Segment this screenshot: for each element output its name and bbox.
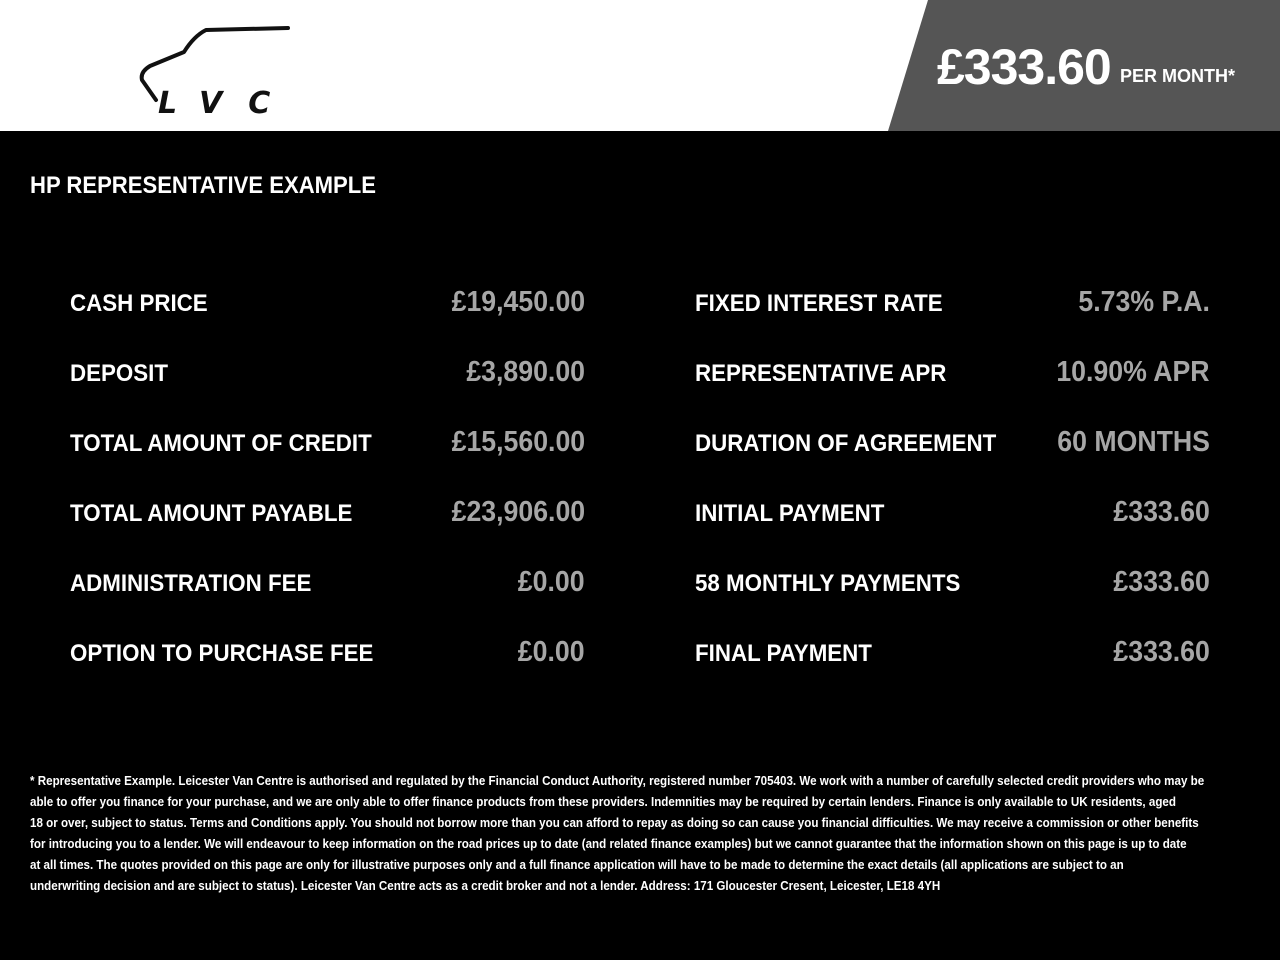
detail-label: OPTION TO PURCHASE FEE <box>70 640 374 667</box>
detail-value: 5.73% P.A. <box>1078 286 1210 318</box>
disclaimer-line: 18 or over, subject to status. Terms and Conditions apply. You should not borrow more than you can afford to repay as doing so can cause you financial difficulties. We may receive a commission or other benefits <box>30 815 1199 830</box>
detail-row-cash-price <box>70 284 585 354</box>
header <box>0 0 1280 131</box>
monthly-price-amount: £333.60 <box>937 39 1111 95</box>
disclaimer-line: for introducing you to a lender. We will endeavour to keep information on the road prices up to date (and related finance examples) but we cannot guarantee that the information shown on this page is up to date <box>30 836 1187 851</box>
detail-label: DEPOSIT <box>70 360 168 387</box>
detail-row-interest-rate <box>695 284 1210 354</box>
detail-label: DURATION OF AGREEMENT <box>695 430 997 457</box>
detail-value: £0.00 <box>518 636 585 668</box>
finance-details-left <box>70 284 585 704</box>
detail-label: TOTAL AMOUNT PAYABLE <box>70 500 353 527</box>
detail-value: £15,560.00 <box>451 426 585 458</box>
detail-value: 10.90% APR <box>1056 356 1210 388</box>
detail-row-monthly-payments <box>695 564 1210 634</box>
detail-row-total-payable <box>70 494 585 564</box>
detail-value: £23,906.00 <box>451 496 585 528</box>
detail-row-initial-payment <box>695 494 1210 564</box>
detail-row-final-payment <box>695 634 1210 704</box>
disclaimer-line: able to offer you finance for your purchase, and we are only able to offer finance products from these providers. Indemnities may be required by certain lenders. Finance is only available to UK residents, aged <box>30 794 1176 809</box>
disclaimer-line: at all times. The quotes provided on this page are only for illustrative purposes only and a full finance application will have to be made to determine the exact details (all applications are subject to an <box>30 857 1124 872</box>
detail-value: £0.00 <box>518 566 585 598</box>
detail-value: 60 MONTHS <box>1057 426 1210 458</box>
detail-label: 58 MONTHLY PAYMENTS <box>695 570 961 597</box>
detail-label: ADMINISTRATION FEE <box>70 570 312 597</box>
disclaimer-line: * Representative Example. Leicester Van Centre is authorised and regulated by the Financial Conduct Authority, registered number 705403. We work with a number of carefully selected credit providers who may be <box>30 773 1205 788</box>
detail-value: £19,450.00 <box>451 286 585 318</box>
section-title: HP REPRESENTATIVE EXAMPLE <box>30 172 376 199</box>
disclaimer-text <box>30 770 1205 896</box>
detail-row-deposit <box>70 354 585 424</box>
detail-row-admin-fee <box>70 564 585 634</box>
detail-label: CASH PRICE <box>70 290 208 317</box>
detail-value: £3,890.00 <box>466 356 585 388</box>
detail-label: TOTAL AMOUNT OF CREDIT <box>70 430 372 457</box>
detail-row-total-credit <box>70 424 585 494</box>
detail-label: FIXED INTEREST RATE <box>695 290 943 317</box>
detail-value: £333.60 <box>1113 566 1210 598</box>
detail-label: INITIAL PAYMENT <box>695 500 885 527</box>
detail-row-apr <box>695 354 1210 424</box>
finance-details-right <box>695 284 1210 704</box>
detail-value: £333.60 <box>1113 636 1210 668</box>
disclaimer-line: underwriting decision and are subject to status). Leicester Van Centre acts as a credit broker and not a lender. Address: 171 Gloucester Cresent, Leicester, LE18 4YH <box>30 878 941 893</box>
detail-value: £333.60 <box>1113 496 1210 528</box>
detail-label: REPRESENTATIVE APR <box>695 360 947 387</box>
lvc-logo[interactable] <box>128 20 298 121</box>
logo-text: LVC <box>158 86 297 121</box>
detail-row-duration <box>695 424 1210 494</box>
detail-row-purchase-fee <box>70 634 585 704</box>
detail-label: FINAL PAYMENT <box>695 640 872 667</box>
monthly-price-suffix: PER MONTH* <box>1120 66 1236 86</box>
